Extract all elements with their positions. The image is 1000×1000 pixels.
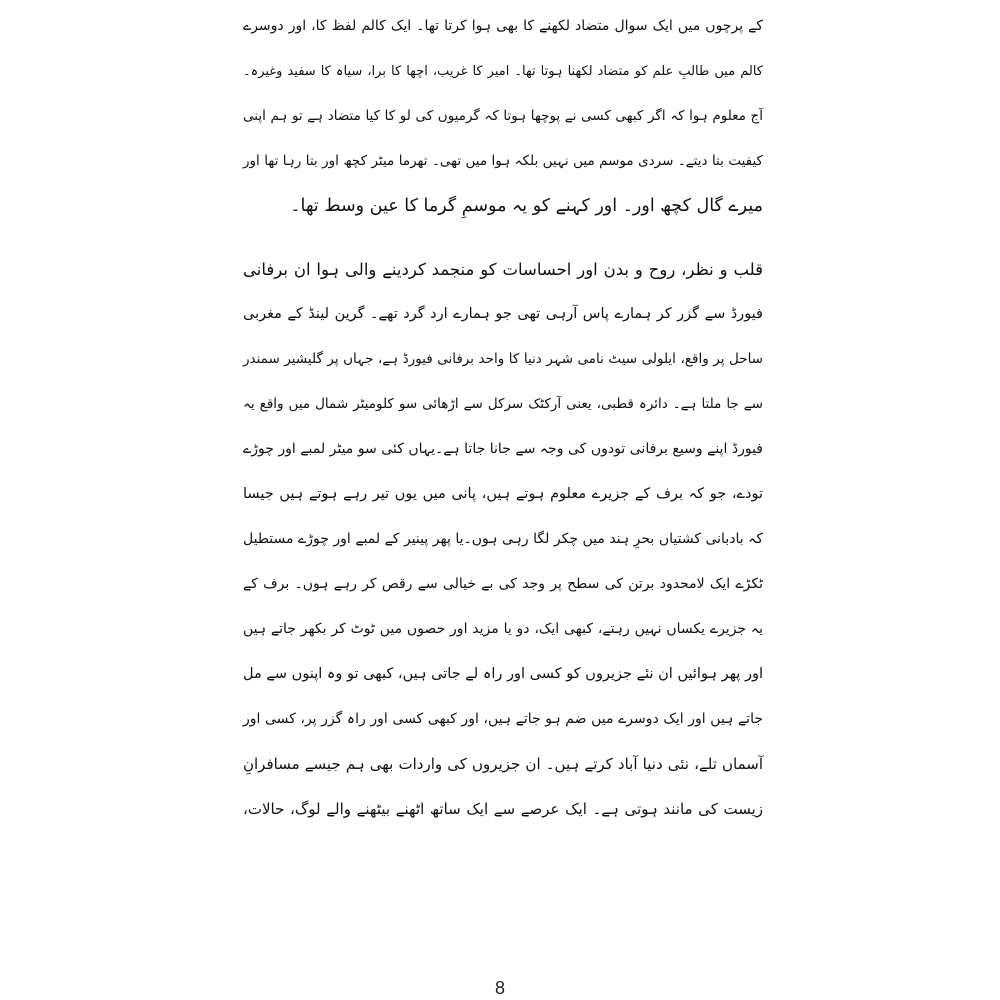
- text-line: ساحل پر واقع، ایلولی سیٹ نامی شہر دنیا کا واحد برفانی فیورڈ ہے، جہاں پر گلیشیر سمندر: [243, 351, 763, 367]
- text-line: آسماں تلے، نئی دنیا آباد کرتے ہیں۔ ان جزیروں کی واردات بھی ہم جیسے مسافرانِ: [243, 755, 763, 773]
- text-line: جاتے ہیں اور ایک دوسرے میں ضم ہو جاتے ہیں، اور کبھی کسی اور راہ گزر پر، کسی اور: [243, 711, 763, 727]
- text-line: یہ جزیرے یکساں نہیں رہتے، کبھی ایک، دو یا مزید اور حصوں میں ٹوٹ کر بکھر جاتے ہیں: [243, 621, 763, 637]
- page-number: 8: [494, 978, 505, 998]
- text-line: تودے، جو کہ برف کے جزیرے معلوم ہوتے ہیں، پانی میں یوں تیر رہے ہوتے ہیں جیسا: [243, 486, 763, 502]
- text-line: اور پھر ہوائیں ان نئے جزیروں کو کسی اور راہ لے جاتی ہیں، کبھی تو وہ اپنوں سے مل: [243, 666, 763, 682]
- text-line: فیورڈ سے گزر کر ہمارے پاس آرہی تھی جو ہمارے ارد گرد تھے۔ گرین لینڈ کے مغربی: [243, 306, 763, 322]
- text-line: کیفیت بتا دیتے۔ سردی موسم میں نہیں بلکہ ہوا میں تھی۔ تھرما میٹر کچھ اور بتا رہا تھا اور: [243, 153, 763, 169]
- text-line: زیست کی مانند ہوتی ہے۔ ایک عرصے سے ایک ساتھ اٹھنے بیٹھنے والے لوگ، حالات،: [243, 800, 763, 818]
- text-line: قلب و نظر، روح و بدن اور احساسات کو منجمد کردینے والی ہوا ان برفانی: [243, 260, 763, 279]
- text-line: کہ بادبانی کشتیاں بحرِ ہند میں چکر لگا رہی ہوں۔یا پھر پینیر کے لمبے اور چوڑے مستطیل: [243, 531, 763, 547]
- text-line: کالم میں طالبِ علم کو متضاد لکھنا ہوتا تھا۔ امیر کا غریب، اچھا کا برا، سیاہ کا سفید وغیرہ۔: [243, 64, 763, 79]
- text-line: ٹکڑے ایک لامحدود برتن کی سطح پر وجد کی بے خیالی سے رقص کر رہے ہوں۔ برف کے: [243, 576, 763, 592]
- text-line: کے پرچوں میں ایک سوال متضاد لکھنے کا بھی ہوا کرتا تھا۔ ایک کالم لفظ کا، اور دوسرے: [243, 18, 763, 34]
- text-line: آج معلوم ہوا کہ اگر کبھی کسی نے پوچھا ہوتا کہ گرمیوں کی لو کا کیا متضاد ہے تو ہم اپنی: [243, 108, 763, 124]
- text-line: سے جا ملتا ہے۔ دائرہ قطبی، یعنی آرکٹک سرکل سے اڑھائی سو کلومیٹر شمال میں واقع یہ: [243, 396, 763, 412]
- paragraph-1: [243, 4, 763, 229]
- text-line: فیورڈ اپنے وسیع برفانی تودوں کی وجہ سے جانا جاتا ہے۔یہاں کئی سو میٹر لمبے اور چوڑے: [243, 441, 763, 457]
- paragraph-2: [243, 247, 763, 832]
- text-line: میرے گال کچھ اور۔ اور کہنے کو یہ موسمِ گرما کا عین وسط تھا۔: [290, 196, 763, 216]
